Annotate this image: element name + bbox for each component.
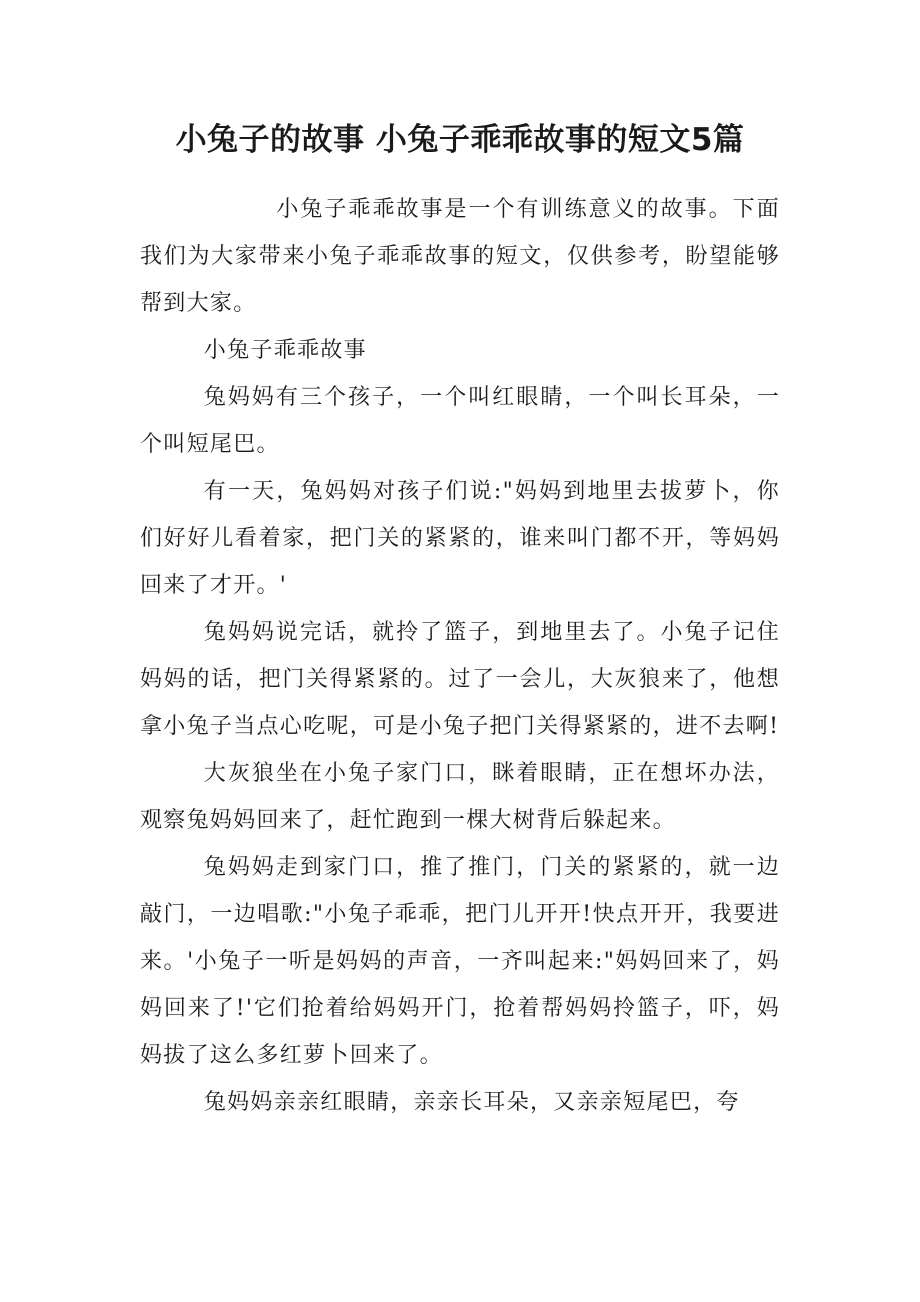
paragraph: 大灰狼坐在小兔子家门口，眯着眼睛，正在想坏办法，观察兔妈妈回来了，赶忙跑到一棵大树背后躲起来。 xyxy=(140,761,780,833)
paragraph: 兔妈妈说完话，就拎了篮子，到地里去了。小兔子记住妈妈的话，把门关得紧紧的。过了一会儿，大灰狼来了，他想拿小兔子当点心吃呢，可是小兔子把门关得紧紧的，进不去啊! xyxy=(140,620,780,739)
paragraph: 有一天，兔妈妈对孩子们说:"妈妈到地里去拔萝卜，你们好好儿看着家，把门关的紧紧的，谁来叫门都不开，等妈妈回来了才开。' xyxy=(140,479,780,598)
paragraph: 兔妈妈有三个孩子，一个叫红眼睛，一个叫长耳朵，一个叫短尾巴。 xyxy=(140,385,780,457)
paragraph: 兔妈妈走到家门口，推了推门，门关的紧紧的，就一边敲门，一边唱歌:"小兔子乖乖，把门儿开开!快点开开，我要进来。'小兔子一听是妈妈的声音，一齐叫起来:"妈妈回来了，妈妈回来了!'它们抢着给妈妈开门，抢着帮妈妈拎篮子，吓，妈妈拔了这么多红萝卜回来了。 xyxy=(140,855,780,1068)
paragraph-subheading: 小兔子乖乖故事 xyxy=(203,338,367,363)
document-body xyxy=(140,186,780,1126)
document-title: 小兔子的故事 小兔子乖乖故事的短文5篇 xyxy=(175,122,745,158)
paragraph-intro: 小兔子乖乖故事是一个有训练意义的故事。下面我们为大家带来小兔子乖乖故事的短文，仅供参考，盼望能够帮到大家。 xyxy=(140,197,780,316)
paragraph: 兔妈妈亲亲红眼睛，亲亲长耳朵，又亲亲短尾巴，夸 xyxy=(203,1090,740,1115)
